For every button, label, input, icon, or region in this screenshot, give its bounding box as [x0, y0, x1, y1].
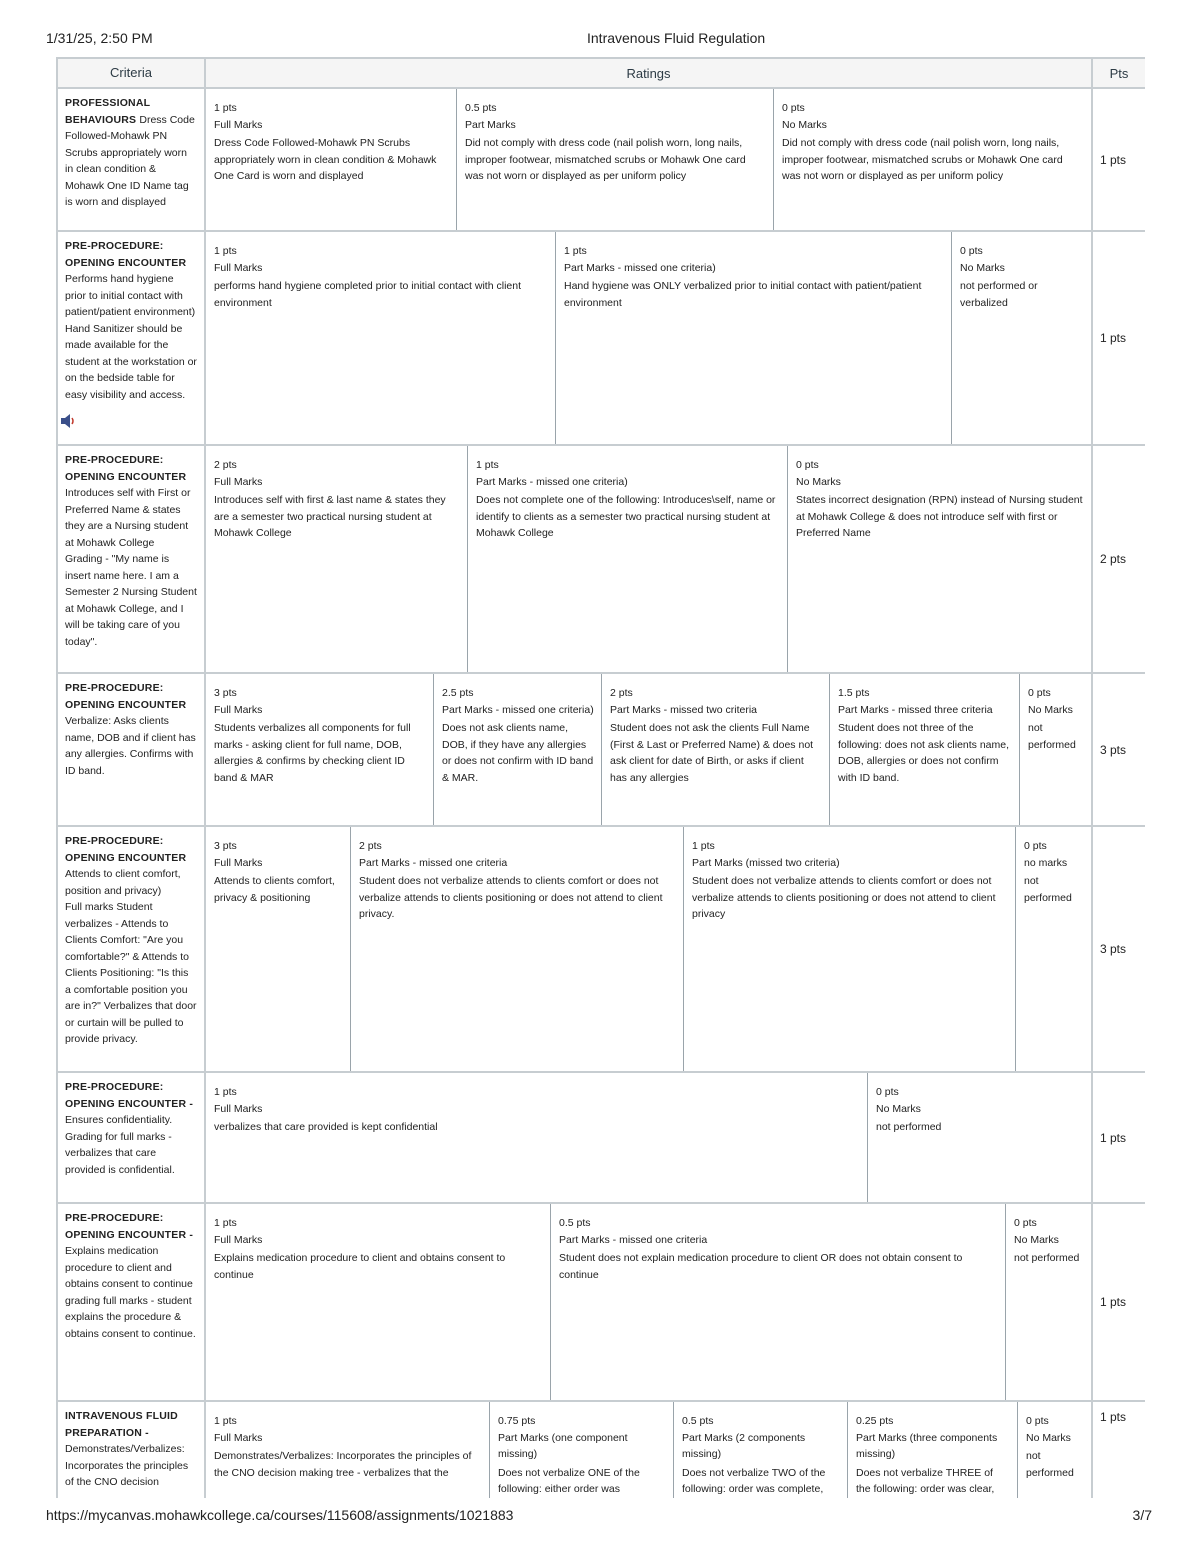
rating-option — [556, 232, 952, 444]
table-row — [58, 1204, 1145, 1402]
rating-label: Part Marks - missed two criteria — [610, 703, 758, 716]
rating-description: Student does not verbalize attends to clients comfort or does not verbalize attends to clients positioning or does not attend to client privacy — [692, 875, 996, 920]
rubric-table — [56, 57, 1145, 1498]
rating-points: 0.5 pts — [465, 102, 497, 114]
criterion-title: PRE-PROCEDURE: OPENING ENCOUNTER — [65, 240, 187, 269]
criterion-points: 3 pts — [1100, 942, 1127, 956]
rating-description: not performed — [876, 1121, 942, 1133]
rating-option — [684, 827, 1016, 1071]
criterion-cell — [58, 1402, 206, 1498]
rating-points: 0.5 pts — [682, 1415, 714, 1427]
page-title: Intravenous Fluid Regulation — [587, 30, 766, 46]
ratings-cell — [206, 1204, 1093, 1400]
rating-label: Full Marks — [214, 1233, 263, 1246]
rating-points: 2 pts — [610, 687, 633, 699]
table-row — [58, 1073, 1145, 1204]
table-row — [58, 827, 1145, 1073]
criterion-cell — [58, 1073, 206, 1202]
rating-description: Does not verbalize THREE of the following: order was clear, — [856, 1466, 995, 1495]
rating-points: 3 pts — [214, 840, 237, 852]
rating-points: 1 pts — [214, 102, 237, 114]
rating-points: 0 pts — [1026, 1415, 1049, 1427]
rating-points: 3 pts — [214, 687, 237, 699]
criterion-description: Dress Code Followed-Mohawk PN Scrubs appropriately worn in clean condition & Mohawk One ID Name tag is worn and displayed — [65, 113, 195, 208]
rating-label: No Marks — [1014, 1233, 1059, 1246]
rating-option — [434, 674, 602, 825]
rating-description: Students verbalizes all components for full marks - asking client for full name, DOB, allergies & confirms by checking client ID band & MAR — [214, 722, 411, 784]
criterion-title: PRE-PROCEDURE: OPENING ENCOUNTER — [65, 454, 187, 483]
criterion-points: 1 pts — [1100, 331, 1127, 345]
criterion-points: 2 pts — [1100, 552, 1127, 566]
rating-option — [206, 1204, 551, 1400]
page-number: 3/7 — [1132, 1507, 1152, 1523]
ratings-cell — [206, 89, 1093, 230]
rating-points: 1 pts — [564, 245, 587, 257]
criterion-description: Introduces self with First or Preferred Name & states they are a Nursing student at Mohawk College Grading - "My name is insert name here. I am a Semester 2 Nursing Student at Mohawk College, and I will be taking care of you today". — [65, 487, 197, 648]
table-header-row — [58, 59, 1145, 89]
rating-option — [468, 446, 788, 672]
table-row — [58, 446, 1145, 674]
criterion-description: Demonstrates/Verbalizes: Incorporates the principles of the CNO decision — [65, 1443, 189, 1488]
page-url: https://mycanvas.mohawkcollege.ca/courses/115608/assignments/1021883 — [46, 1507, 514, 1523]
rating-option — [1018, 1402, 1091, 1498]
ratings-cell — [206, 1402, 1093, 1498]
table-row — [58, 89, 1145, 232]
rating-label: No Marks — [782, 118, 827, 131]
table-row — [58, 232, 1145, 446]
criterion-title: PRE-PROCEDURE: OPENING ENCOUNTER — [65, 682, 187, 711]
criterion-points: 3 pts — [1100, 742, 1127, 757]
criterion-points: 1 pts — [1100, 152, 1127, 167]
rating-description: Does not ask clients name, DOB, if they have any allergies or does not confirm with ID band & MAR. — [442, 722, 594, 784]
pts-header: Pts — [1109, 65, 1129, 81]
rating-option — [602, 674, 830, 825]
rating-description: Introduces self with first & last name & states they are a semester two practical nursing student at Mohawk College — [214, 494, 446, 539]
rating-option — [206, 1073, 868, 1202]
rating-label: No Marks — [796, 475, 841, 488]
rating-label: No Marks — [876, 1102, 921, 1115]
rating-option — [206, 827, 351, 1071]
criterion-description: Performs hand hygiene prior to initial contact with patient/patient environment) Hand Sanitizer should be made available for the student at the workstation or on the bedside table for easy visibility and access. — [65, 273, 197, 401]
rating-points: 0 pts — [876, 1086, 899, 1098]
criterion-cell — [58, 827, 206, 1071]
rating-description: Does not complete one of the following: Introduces\self, name or identify to clients as a semester two practical nursing student at Mohawk College — [476, 494, 776, 539]
ratings-cell — [206, 446, 1093, 672]
rating-description: Student does not three of the following: does not ask clients name, DOB, allergies or does not confirm with ID band. — [838, 722, 1010, 784]
rating-option — [457, 89, 774, 230]
rating-description: Student does not ask the clients Full Name (First & Last or Preferred Name) & does not ask client for date of Birth, or asks if client has any allergies — [610, 722, 814, 784]
rating-option — [952, 232, 1091, 444]
rating-description: Demonstrates/Verbalizes: Incorporates the principles of the CNO decision making tree - verbalizes that the — [214, 1450, 472, 1479]
rating-description: verbalizes that care provided is kept confidential — [214, 1121, 438, 1133]
rating-description: Did not comply with dress code (nail polish worn, long nails, improper footwear, mismatched scrubs or Mohawk One card was not worn or displayed as per uniform policy — [465, 137, 746, 182]
rating-label: No Marks — [1026, 1431, 1071, 1444]
ratings-cell — [206, 674, 1093, 825]
rating-option — [1006, 1204, 1091, 1400]
rating-points: 1 pts — [692, 840, 715, 852]
rating-points: 1 pts — [214, 1217, 237, 1229]
rating-option — [868, 1073, 1091, 1202]
rating-option — [774, 89, 1091, 230]
rating-label: Full Marks — [214, 1431, 263, 1444]
rating-points: 1 pts — [214, 1086, 237, 1098]
speaker-icon[interactable] — [60, 413, 78, 429]
table-row — [58, 674, 1145, 827]
rating-description: performs hand hygiene completed prior to initial contact with client environment — [214, 280, 521, 309]
rating-option — [206, 446, 468, 672]
rating-points: 0 pts — [796, 459, 819, 471]
criterion-cell — [58, 446, 206, 672]
criterion-title: PROFESSIONAL BEHAVIOURS — [65, 97, 151, 126]
rating-option — [206, 674, 434, 825]
rating-option — [351, 827, 684, 1071]
rating-label: Part Marks - missed one criteria — [559, 1233, 708, 1246]
rating-description: Hand hygiene was ONLY verbalized prior to initial contact with patient/patient environment — [564, 280, 922, 309]
rating-label: Full Marks — [214, 118, 263, 131]
table-row — [58, 1402, 1145, 1498]
criterion-description: Ensures confidentiality. Grading for full marks - verbalizes that care provided is confidential. — [65, 1114, 175, 1176]
criterion-points: 1 pts — [1100, 1410, 1127, 1424]
criterion-title: PRE-PROCEDURE: OPENING ENCOUNTER — [65, 835, 187, 864]
rating-description: Attends to clients comfort, privacy & positioning — [214, 875, 335, 904]
criterion-cell — [58, 674, 206, 825]
criterion-points: 1 pts — [1100, 1130, 1127, 1145]
rating-label: Full Marks — [214, 856, 263, 869]
rating-points: 0.25 pts — [856, 1415, 894, 1427]
rating-points: 0 pts — [960, 245, 983, 257]
rating-points: 1 pts — [214, 1415, 237, 1427]
rating-label: Part Marks - missed one criteria — [359, 856, 508, 869]
rating-points: 0 pts — [782, 102, 805, 114]
rating-description: Student does not explain medication procedure to client OR does not obtain consent to continue — [559, 1252, 963, 1281]
criteria-header: Criteria — [58, 59, 206, 87]
rating-option — [1016, 827, 1091, 1071]
rating-option — [788, 446, 1091, 672]
rating-option — [206, 232, 556, 444]
criterion-title: PRE-PROCEDURE: OPENING ENCOUNTER - — [65, 1212, 194, 1241]
rating-label: Full Marks — [214, 1102, 263, 1115]
rating-label: No Marks — [960, 261, 1005, 274]
rating-description: Student does not verbalize attends to clients comfort or does not verbalize attends to clients positioning or does not attend to client privacy. — [359, 875, 663, 920]
rating-description: not performed — [1024, 875, 1072, 904]
rating-label: Part Marks - missed one criteria) — [564, 261, 716, 274]
criterion-cell — [58, 89, 206, 230]
rating-points: 1.5 pts — [838, 687, 870, 699]
ratings-cell — [206, 827, 1093, 1071]
rating-points: 2 pts — [359, 840, 382, 852]
rating-label: Part Marks - missed one criteria) — [476, 475, 628, 488]
criterion-description: Verbalize: Asks clients name, DOB and if client has any allergies. Confirms with ID band. — [65, 715, 196, 777]
rating-label: Full Marks — [214, 475, 263, 488]
criterion-points: 1 pts — [1100, 1295, 1127, 1309]
rating-label: no marks — [1024, 856, 1068, 869]
rating-description: Did not comply with dress code (nail polish worn, long nails, improper footwear, mismatched scrubs or Mohawk One card was not worn or displayed as per uniform policy — [782, 137, 1063, 182]
rating-points: 0.75 pts — [498, 1415, 536, 1427]
criterion-cell — [58, 232, 206, 444]
rating-points: 0 pts — [1028, 687, 1051, 699]
rating-option — [206, 89, 457, 230]
rating-label: Part Marks — [465, 118, 516, 131]
print-date: 1/31/25, 2:50 PM — [46, 30, 153, 46]
rating-description: Dress Code Followed-Mohawk PN Scrubs appropriately worn in clean condition & Mohawk One Card is worn and displayed — [214, 137, 437, 182]
rating-label: Part Marks - missed three criteria — [838, 703, 993, 716]
rating-label: No Marks — [1028, 703, 1073, 716]
rating-points: 0.5 pts — [559, 1217, 591, 1229]
rating-description: Explains medication procedure to client and obtains consent to continue — [214, 1252, 506, 1281]
rating-option — [848, 1402, 1018, 1498]
rating-label: Part Marks (missed two criteria) — [692, 856, 840, 869]
rating-points: 1 pts — [214, 245, 237, 257]
rating-points: 0 pts — [1014, 1217, 1037, 1229]
rating-option — [490, 1402, 674, 1498]
criterion-title: INTRAVENOUS FLUID PREPARATION - — [65, 1410, 178, 1439]
criterion-cell — [58, 1204, 206, 1400]
rating-label: Part Marks (one component missing) — [498, 1431, 628, 1460]
rating-option — [674, 1402, 848, 1498]
rating-label: Part Marks (three components missing) — [856, 1431, 998, 1460]
rating-label: Part Marks - missed one criteria) — [442, 703, 594, 716]
rating-label: Full Marks — [214, 261, 263, 274]
rating-points: 0 pts — [1024, 840, 1047, 852]
rating-option — [206, 1402, 490, 1498]
rating-label: Full Marks — [214, 703, 263, 716]
rating-points: 1 pts — [476, 459, 499, 471]
ratings-cell — [206, 1073, 1093, 1202]
rating-description: not performed — [1014, 1252, 1080, 1264]
rating-description: not performed or verbalized — [960, 280, 1038, 309]
rating-description: not performed — [1028, 722, 1076, 751]
ratings-cell — [206, 232, 1093, 444]
ratings-header: Ratings — [206, 59, 1093, 87]
rating-points: 2 pts — [214, 459, 237, 471]
rating-option — [1020, 674, 1091, 825]
rating-description: Does not verbalize ONE of the following: either order was — [498, 1466, 640, 1495]
rating-option — [830, 674, 1020, 825]
rating-label: Part Marks (2 components missing) — [682, 1431, 806, 1460]
criterion-title: PRE-PROCEDURE: OPENING ENCOUNTER - — [65, 1081, 194, 1110]
criterion-description: Explains medication procedure to client and obtains consent to continue grading full marks - student explains the procedure & obtains consent to continue. — [65, 1245, 196, 1340]
rating-option — [551, 1204, 1006, 1400]
rating-description: States incorrect designation (RPN) instead of Nursing student at Mohawk College & does not introduce self with first or Preferred Name — [796, 494, 1083, 539]
rating-description: not performed — [1026, 1450, 1074, 1479]
criterion-description: Attends to client comfort, position and privacy) Full marks Student verbalizes - Attends to Clients Comfort: "Are you comfortable?" & Attends to Clients Positioning: "Is this a comfortable position you are in?" Verbalizes that door or curtain will be pulled to provide privacy. — [65, 868, 197, 1045]
rating-points: 2.5 pts — [442, 687, 474, 699]
rating-description: Does not verbalize TWO of the following: order was complete, — [682, 1466, 826, 1495]
